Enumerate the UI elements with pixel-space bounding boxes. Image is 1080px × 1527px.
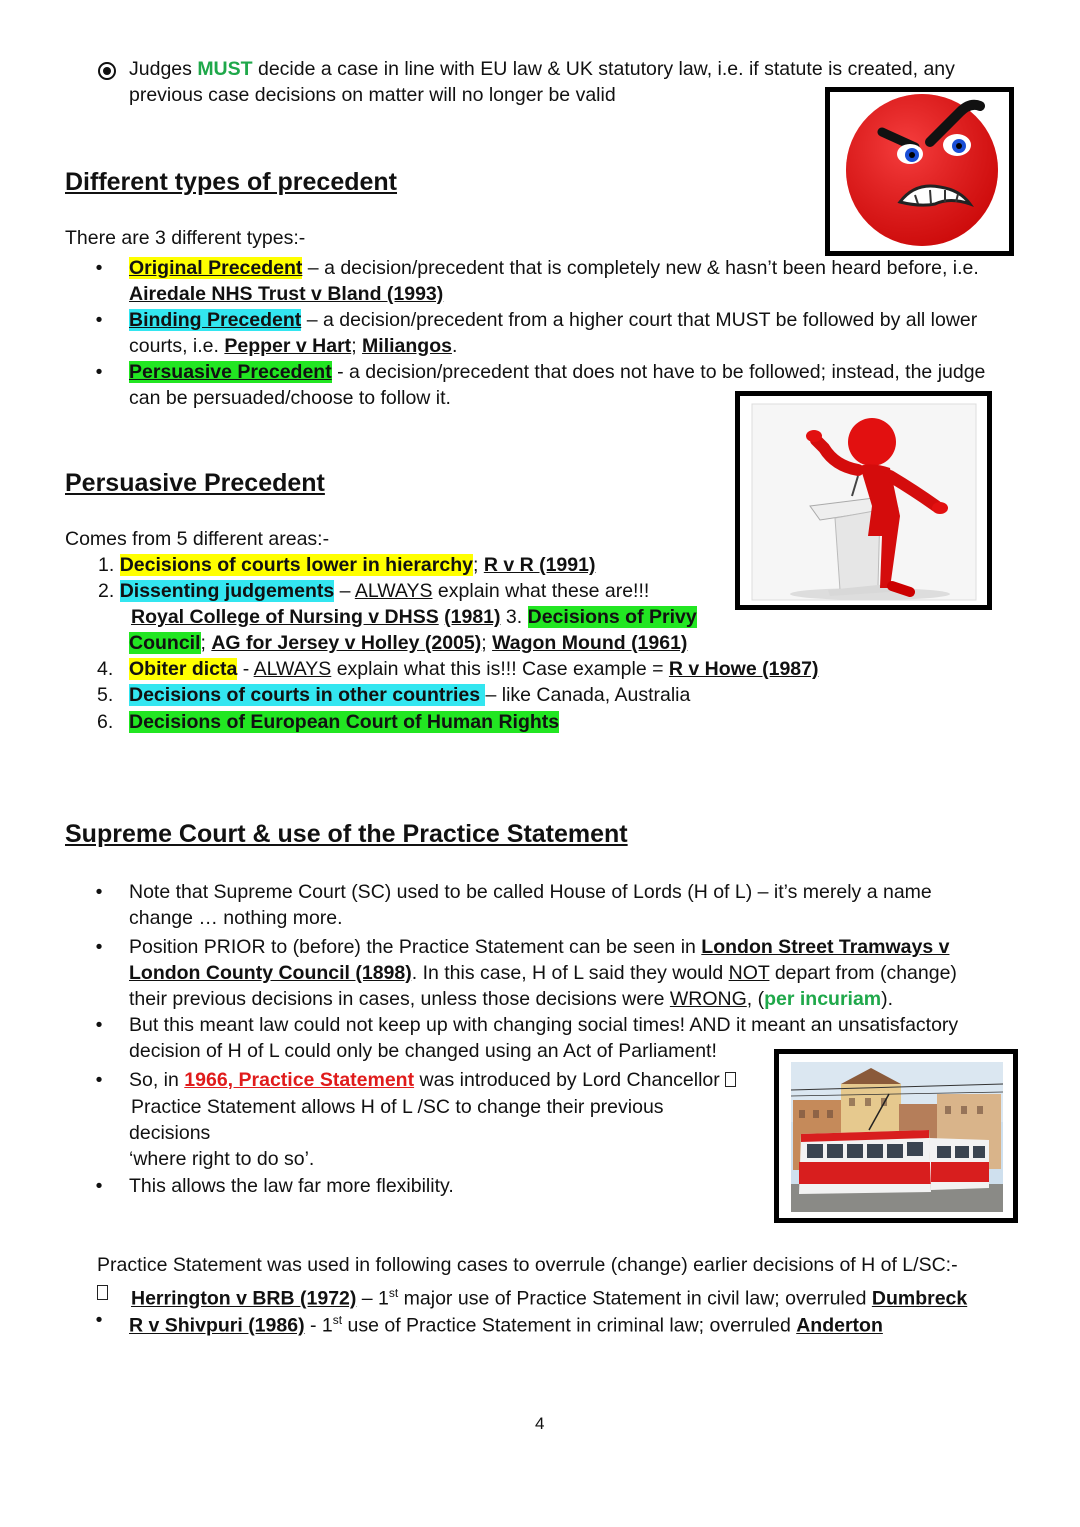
bullet-icon: • [95, 1069, 103, 1091]
must-emphasis: MUST [197, 58, 253, 80]
bullet-icon: • [95, 1175, 103, 1197]
item-number: 2. [98, 580, 115, 602]
intro-line-1 [129, 56, 955, 82]
case-ag-jersey: AG for Jersey v Holley (2005) [211, 632, 482, 654]
intro-text: Judges [129, 58, 198, 80]
red-figure-podium-image [735, 391, 992, 610]
supreme-b4-line-1 [129, 1067, 736, 1093]
intro-line-2: previous case decisions on matter will no longer be valid [129, 84, 616, 106]
dash: - [237, 658, 254, 680]
supreme-b2-line-1 [129, 934, 949, 960]
case-desc: - 1 [304, 1314, 333, 1337]
checkbox-glyph-icon [92, 1280, 112, 1306]
case-r-v-howe: R v Howe (1987) [668, 658, 819, 680]
bullet-icon: • [95, 309, 103, 331]
supreme-b4-line-4: ‘where right to do so’. [129, 1148, 315, 1170]
persuasive-item-4-num: 4. [97, 658, 114, 680]
supreme-b3-line-1: But this meant law could not keep up with changing social times! AND it meant an unsatisfactory [129, 1014, 959, 1036]
dash: – [334, 580, 355, 602]
type-persuasive-line-2: can be persuaded/choose to follow it. [129, 387, 451, 409]
types-intro: There are 3 different types:- [65, 227, 306, 249]
radio-bullet-icon [98, 62, 116, 80]
item-desc: explain what this is!!! Case example = [331, 658, 669, 680]
term-privy-council: Decisions of Privy [527, 606, 697, 628]
persuasive-item-4 [129, 656, 818, 682]
bullet-text: . In this case, H of L said they would [411, 962, 729, 984]
type-item-binding [129, 307, 977, 333]
persuasive-item-5-num: 5. [97, 684, 114, 706]
type-item-persuasive [129, 359, 985, 385]
case-wagon-mound: Wagon Mound (1961) [492, 632, 688, 654]
always-underlined: ALWAYS [253, 658, 332, 680]
wrong-underlined: WRONG [669, 988, 747, 1010]
bullet-icon: • [95, 361, 103, 383]
practice-statement-1966: 1966, Practice Statement [184, 1069, 415, 1091]
missing-glyph-icon [725, 1072, 736, 1087]
persuasive-item-5 [129, 682, 690, 708]
term-other-countries: Decisions of courts in other countries [129, 684, 486, 706]
type-item-original [129, 255, 979, 281]
case-desc: use of Practice Statement in criminal law; overruled [342, 1314, 797, 1337]
supreme-b4-line-2: Practice Statement allows H of L /SC to change their previous [131, 1096, 664, 1118]
separator: ; [472, 554, 484, 576]
term-privy-council: Council [129, 632, 201, 654]
type-desc: - a decision/precedent that does not have to be followed; instead, the judge [331, 361, 986, 383]
term-dissenting: Dissenting judgements [119, 580, 335, 602]
case-dumbreck: Dumbreck [871, 1287, 968, 1310]
not-underlined: NOT [728, 962, 770, 984]
term-echr: Decisions of European Court of Human Rights [129, 711, 560, 733]
type-binding-line-2 [129, 333, 457, 359]
persuasive-item-2-line-2 [131, 604, 697, 630]
persuasive-intro: Comes from 5 different areas:- [65, 528, 330, 550]
term-lower-courts: Decisions of courts lower in hierarchy [119, 554, 473, 576]
case-london-county: London County Council (1898) [129, 962, 412, 984]
separator: ; [351, 335, 363, 357]
term-obiter: Obiter dicta [129, 658, 238, 680]
item-number: 1. [98, 554, 115, 576]
term-binding: Binding Precedent [129, 309, 302, 331]
term-original: Original Precedent [129, 257, 303, 279]
persuasive-item-1 [98, 552, 595, 578]
bullet-icon: • [95, 1014, 103, 1036]
angry-face-icon [830, 92, 1009, 251]
term-persuasive: Persuasive Precedent [129, 361, 332, 383]
item-desc: explain what these are!!! [432, 580, 650, 602]
intro-text: decide a case in line with EU law & UK statutory law, i.e. if statute is created, any [252, 58, 955, 80]
case-shivpuri: R v Shivpuri (1986) [129, 1314, 305, 1337]
supreme-b2-line-3 [129, 986, 893, 1012]
page-number: 4 [535, 1414, 545, 1433]
red-tram-photo [774, 1049, 1018, 1223]
case-royal-college: Royal College of Nursing v DHSS [131, 606, 439, 628]
superscript: st [388, 1286, 399, 1300]
type-desc: – a decision/precedent that is completely new & hasn’t been heard before, i.e. [302, 257, 979, 279]
supreme-b4-line-3: decisions [129, 1122, 211, 1144]
bullet-icon: • [95, 936, 103, 958]
tram-icon [779, 1054, 1013, 1218]
period: . [451, 335, 458, 357]
bullet-icon: • [95, 1309, 103, 1331]
heading-supreme-court: Supreme Court & use of the Practice Statement [65, 820, 628, 848]
cases-intro: Practice Statement was used in following cases to overrule (change) earlier decisions of H of L/SC:- [97, 1254, 958, 1276]
angry-face-image [825, 87, 1014, 256]
per-incuriam: per incuriam [764, 988, 882, 1010]
bullet-text: ). [881, 988, 894, 1010]
persuasive-item-6 [129, 709, 559, 735]
item-number: 3. [500, 606, 528, 628]
superscript: st [332, 1313, 343, 1327]
case-desc: major use of Practice Statement in civil law; overruled [398, 1287, 872, 1310]
case-r-v-r: R v R (1991) [483, 554, 596, 576]
separator: ; [200, 632, 212, 654]
bullet-text: , ( [746, 988, 765, 1010]
case-year: (1981) [444, 606, 501, 628]
case-pepper: Pepper v Hart [224, 335, 352, 357]
case-item-shivpuri [129, 1307, 883, 1339]
bullet-text: depart from (change) [769, 962, 957, 984]
bullet-icon: • [95, 881, 103, 903]
bullet-icon: • [95, 257, 103, 279]
speaker-figure-icon [740, 396, 987, 605]
case-anderton: Anderton [796, 1314, 883, 1337]
persuasive-item-2 [98, 578, 649, 604]
heading-persuasive: Persuasive Precedent [65, 469, 325, 497]
supreme-b2-line-2 [129, 960, 957, 986]
type-desc: – a decision/precedent from a higher court that MUST be followed by all lower [301, 309, 978, 331]
case-airedale: Airedale NHS Trust v Bland (1993) [129, 283, 444, 305]
bullet-text: So, in [129, 1069, 185, 1091]
always-underlined: ALWAYS [354, 580, 433, 602]
supreme-b3-line-2: decision of H of L could only be changed using an Act of Parliament! [129, 1040, 717, 1062]
type-desc: courts, i.e. [129, 335, 225, 357]
separator: ; [481, 632, 493, 654]
bullet-text: Position PRIOR to (before) the Practice Statement can be seen in [129, 936, 702, 958]
supreme-b5: This allows the law far more flexibility. [129, 1175, 454, 1197]
case-london-tramways: London Street Tramways v [701, 936, 950, 958]
case-desc: – 1 [356, 1287, 389, 1310]
bullet-text: was introduced by Lord Chancellor [414, 1069, 726, 1091]
item-desc: – like Canada, Australia [485, 684, 691, 706]
bullet-text: their previous decisions in cases, unless those decisions were [129, 988, 670, 1010]
supreme-b1-line-1: Note that Supreme Court (SC) used to be called House of Lords (H of L) – it’s merely a name [129, 881, 932, 903]
persuasive-item-6-num: 6. [97, 711, 114, 733]
case-miliangos: Miliangos [362, 335, 452, 357]
heading-types: Different types of precedent [65, 168, 398, 196]
persuasive-item-3-line-2 [129, 630, 687, 656]
supreme-b1-line-2: change … nothing more. [129, 907, 343, 929]
case-herrington: Herrington v BRB (1972) [131, 1287, 357, 1310]
